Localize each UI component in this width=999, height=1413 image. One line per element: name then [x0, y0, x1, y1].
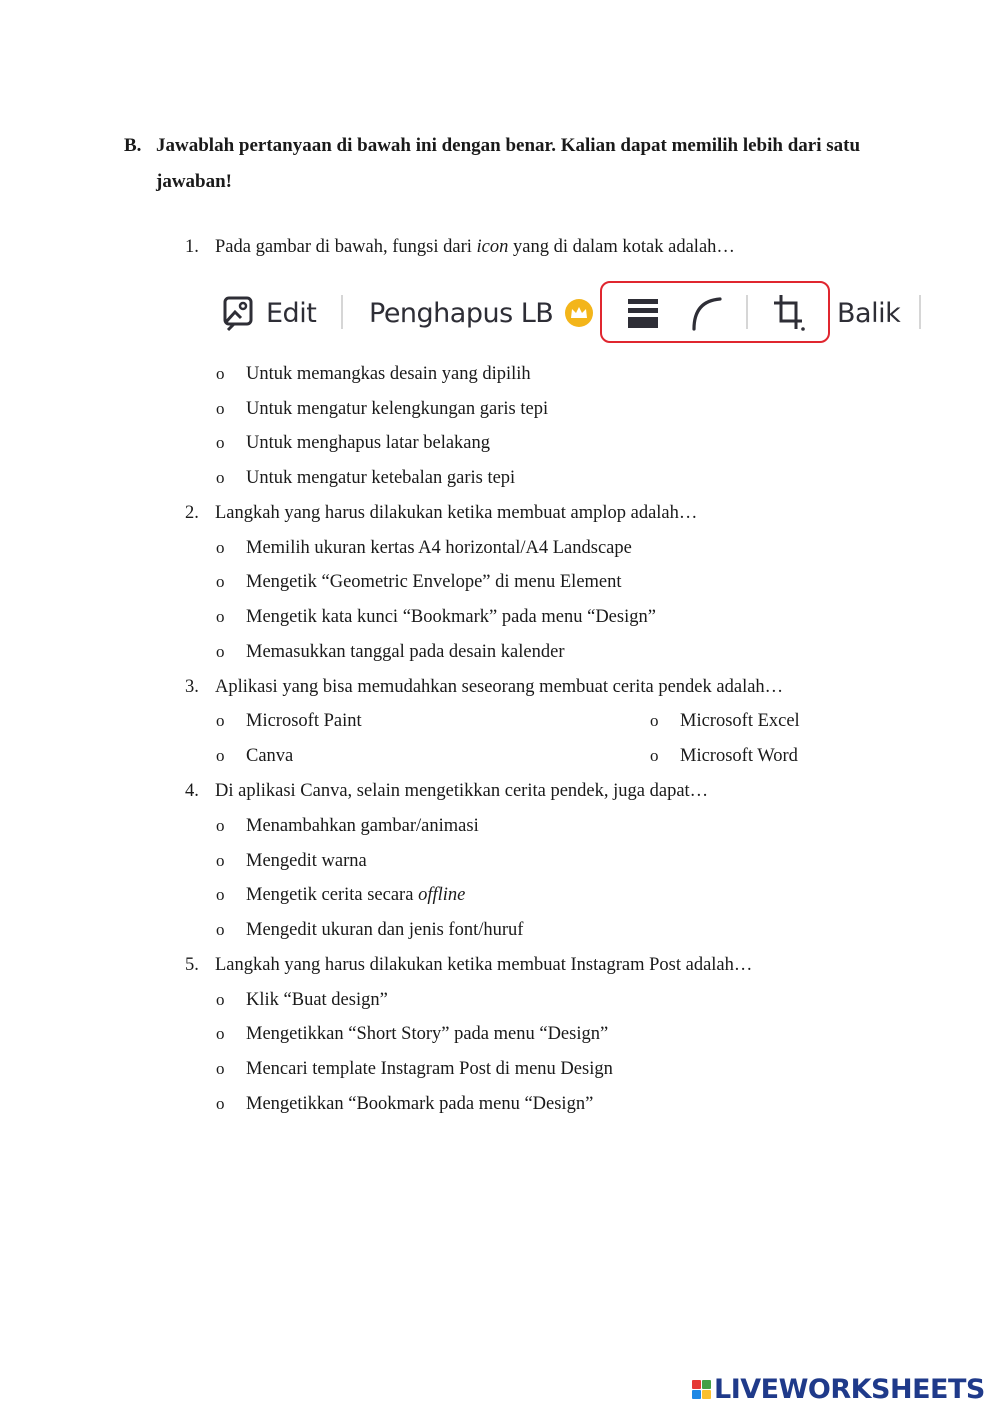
- question-text: yang di dalam kotak adalah…: [508, 237, 735, 257]
- option-bullet: o: [216, 851, 225, 870]
- liveworksheets-logo[interactable]: [692, 1372, 985, 1406]
- toolbar-separator: [919, 295, 921, 329]
- border-weight-item: [627, 275, 659, 351]
- option-label: Canva: [246, 746, 294, 766]
- option-q3-d[interactable]: [650, 744, 798, 768]
- option-q5-a[interactable]: [216, 988, 388, 1012]
- remove-background-item: [369, 275, 593, 351]
- question-number: 4.: [185, 781, 199, 801]
- logo-text: LIVEWORKSHEETS: [714, 1373, 985, 1405]
- option-bullet: o: [216, 468, 225, 487]
- edit-image-item: [222, 275, 316, 351]
- option-label: Untuk mengatur ketebalan garis tepi: [246, 468, 516, 488]
- question-3: [185, 675, 783, 699]
- option-label: Mengetikkan “Short Story” pada menu “Design”: [246, 1024, 609, 1044]
- option-bullet: o: [650, 746, 659, 765]
- toolbar-separator: [746, 295, 748, 329]
- option-bullet: o: [216, 990, 225, 1009]
- option-bullet: o: [216, 433, 225, 452]
- question-number: 3.: [185, 677, 199, 697]
- toolbar-separator: [341, 295, 343, 329]
- section-instruction: Jawablah pertanyaan di bawah ini dengan benar. Kalian dapat memilih lebih dari satu jawaban!: [156, 135, 861, 192]
- option-label: Memasukkan tanggal pada desain kalender: [246, 642, 565, 662]
- question-number: 2.: [185, 503, 199, 523]
- option-label: Memilih ukuran kertas A4 horizontal/A4 Landscape: [246, 538, 632, 558]
- option-bullet: o: [216, 364, 225, 383]
- option-label: Mengetik cerita secara: [246, 885, 419, 905]
- option-bullet: o: [650, 711, 659, 730]
- remove-background-label: Penghapus LB: [369, 297, 554, 329]
- option-bullet: o: [216, 746, 225, 765]
- question-1: [185, 235, 735, 259]
- corner-rounding-icon: [690, 295, 722, 331]
- image-edit-icon: [222, 294, 256, 332]
- option-q2-b[interactable]: [216, 570, 622, 594]
- option-bullet: o: [216, 399, 225, 418]
- question-4: [185, 779, 708, 803]
- option-q4-d[interactable]: [216, 918, 523, 942]
- option-label: Mengedit warna: [246, 851, 367, 871]
- option-q2-a[interactable]: [216, 536, 632, 560]
- question-number: 1.: [185, 237, 199, 257]
- crop-icon: [772, 293, 806, 333]
- logo-blocks-icon: [692, 1380, 711, 1399]
- option-bullet: o: [216, 711, 225, 730]
- option-label: Microsoft Paint: [246, 711, 362, 731]
- option-q1-c[interactable]: [216, 431, 490, 455]
- option-q1-a[interactable]: [216, 362, 531, 386]
- option-bullet: o: [216, 607, 225, 626]
- option-bullet: o: [216, 816, 225, 835]
- option-bullet: o: [216, 885, 225, 904]
- option-label: Microsoft Excel: [680, 711, 800, 731]
- option-label: Mengedit ukuran dan jenis font/huruf: [246, 920, 524, 940]
- option-q5-d[interactable]: [216, 1092, 593, 1116]
- section-letter: B.: [124, 135, 142, 156]
- option-label: Microsoft Word: [680, 746, 798, 766]
- canva-toolbar-image: [214, 275, 929, 351]
- option-q2-d[interactable]: [216, 640, 565, 664]
- question-text: Langkah yang harus dilakukan ketika membuat Instagram Post adalah…: [215, 955, 753, 975]
- question-5: [185, 953, 752, 977]
- option-q4-b[interactable]: [216, 849, 367, 873]
- question-number: 5.: [185, 955, 199, 975]
- corner-rounding-item: [690, 275, 722, 351]
- option-q4-a[interactable]: [216, 814, 479, 838]
- option-label: Mencari template Instagram Post di menu Design: [246, 1059, 613, 1079]
- option-bullet: o: [216, 642, 225, 661]
- flip-item: [837, 275, 900, 351]
- option-label: Mengetik “Geometric Envelope” di menu Element: [246, 572, 622, 592]
- option-bullet: o: [216, 920, 225, 939]
- option-label: Untuk memangkas desain yang dipilih: [246, 364, 531, 384]
- border-weight-icon: [627, 295, 659, 331]
- flip-label: Balik: [837, 297, 901, 329]
- option-label: Mengetikkan “Bookmark pada menu “Design”: [246, 1094, 594, 1114]
- option-q3-c[interactable]: [216, 744, 293, 768]
- crop-item: [772, 275, 806, 351]
- question-text: Langkah yang harus dilakukan ketika membuat amplop adalah…: [215, 503, 698, 523]
- option-q5-c[interactable]: [216, 1057, 613, 1081]
- option-q1-d[interactable]: [216, 466, 515, 490]
- option-label: Untuk menghapus latar belakang: [246, 433, 491, 453]
- question-text: Pada gambar di bawah, fungsi dari: [215, 237, 477, 257]
- crown-icon: [565, 299, 593, 327]
- option-label: Untuk mengatur kelengkungan garis tepi: [246, 399, 549, 419]
- option-q5-b[interactable]: [216, 1022, 608, 1046]
- option-bullet: o: [216, 538, 225, 557]
- option-q4-c[interactable]: [216, 883, 465, 907]
- option-label-italic: offline: [418, 885, 466, 905]
- option-bullet: o: [216, 1024, 225, 1043]
- option-q3-b[interactable]: [650, 709, 800, 733]
- question-text: Di aplikasi Canva, selain mengetikkan cerita pendek, juga dapat…: [215, 781, 709, 801]
- question-2: [185, 501, 697, 525]
- option-label: Mengetik kata kunci “Bookmark” pada menu “Design”: [246, 607, 656, 627]
- question-text: Aplikasi yang bisa memudahkan seseorang membuat cerita pendek adalah…: [215, 677, 784, 697]
- option-bullet: o: [216, 1059, 225, 1078]
- option-bullet: o: [216, 572, 225, 591]
- option-q2-c[interactable]: [216, 605, 656, 629]
- question-text-italic: icon: [476, 237, 509, 257]
- option-label: Klik “Buat design”: [246, 990, 388, 1010]
- option-q3-a[interactable]: [216, 709, 362, 733]
- edit-label: Edit: [266, 297, 317, 329]
- option-bullet: o: [216, 1094, 225, 1113]
- option-q1-b[interactable]: [216, 397, 548, 421]
- option-label: Menambahkan gambar/animasi: [246, 816, 479, 836]
